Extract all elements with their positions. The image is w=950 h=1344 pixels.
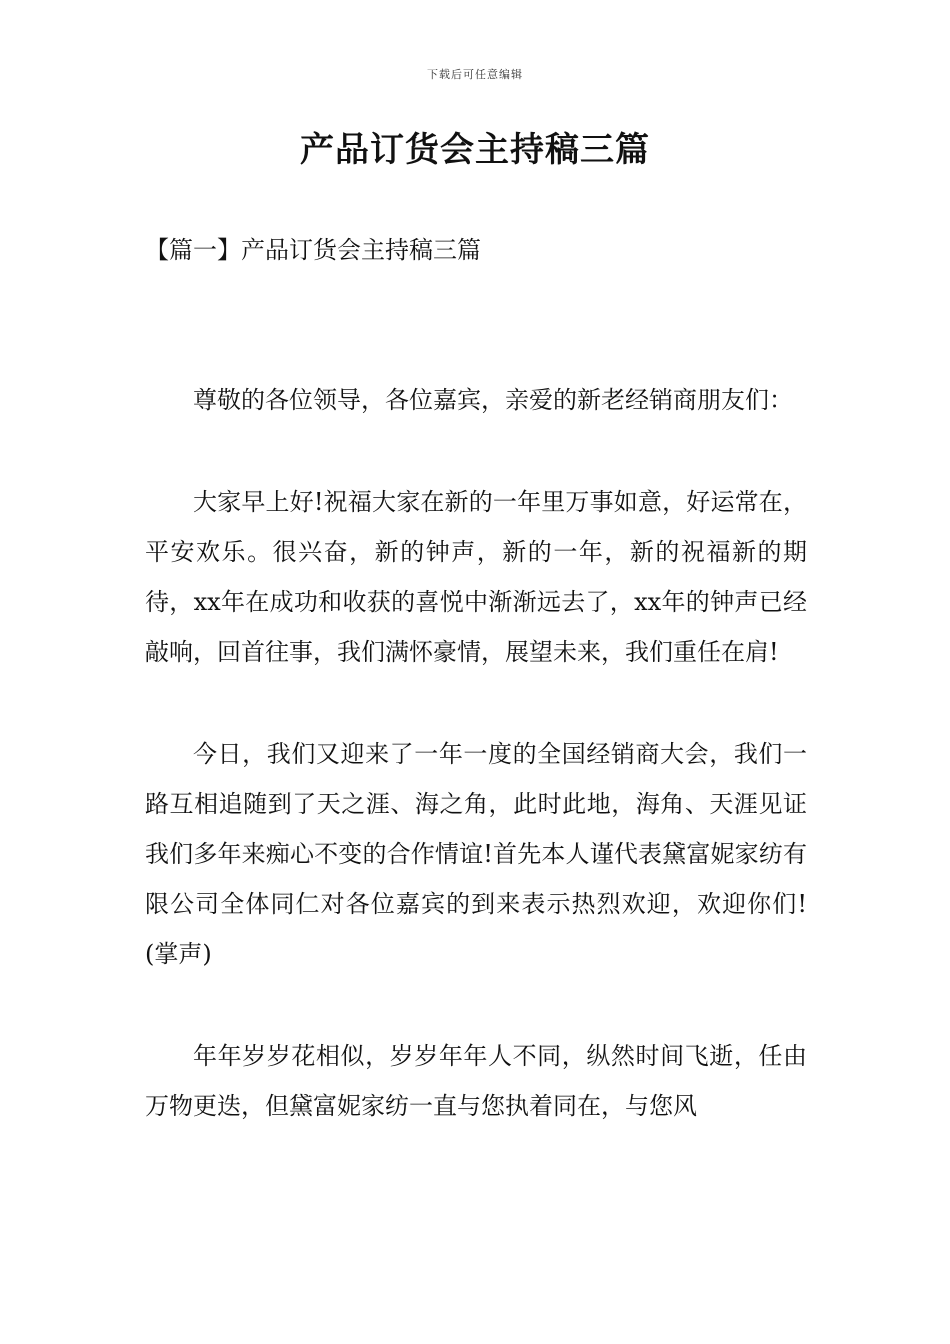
paragraph-years: 年年岁岁花相似，岁岁年年人不同，纵然时间飞逝，任由万物更迭，但黛富妮家纺一直与您执着同在，与您风: [145, 1042, 807, 1120]
section-heading: 【篇一】产品订货会主持稿三篇: [145, 236, 481, 264]
paragraph-new-year: 大家早上好!祝福大家在新的一年里万事如意，好运常在，平安欢乐。很兴奋，新的钟声，新的一年，新的祝福新的期待，xx年在成功和收获的喜悦中渐渐远去了，xx年的钟声已经敲响，回首往事，我们满怀豪情，展望未来，我们重任在肩!: [145, 488, 807, 666]
body-text: [145, 375, 807, 1183]
paragraph-welcome: 今日，我们又迎来了一年一度的全国经销商大会，我们一路互相追随到了天之涯、海之角，此时此地，海角、天涯见证我们多年来痴心不变的合作情谊!首先本人谨代表黛富妮家纺有限公司全体同仁对各位嘉宾的到来表示热烈欢迎，欢迎你们!(掌声): [145, 740, 807, 968]
header-note: 下载后可任意编辑: [427, 68, 523, 81]
document-title: 产品订货会主持稿三篇: [300, 130, 650, 170]
paragraph-greeting: 尊敬的各位领导，各位嘉宾，亲爱的新老经销商朋友们：: [193, 386, 793, 414]
